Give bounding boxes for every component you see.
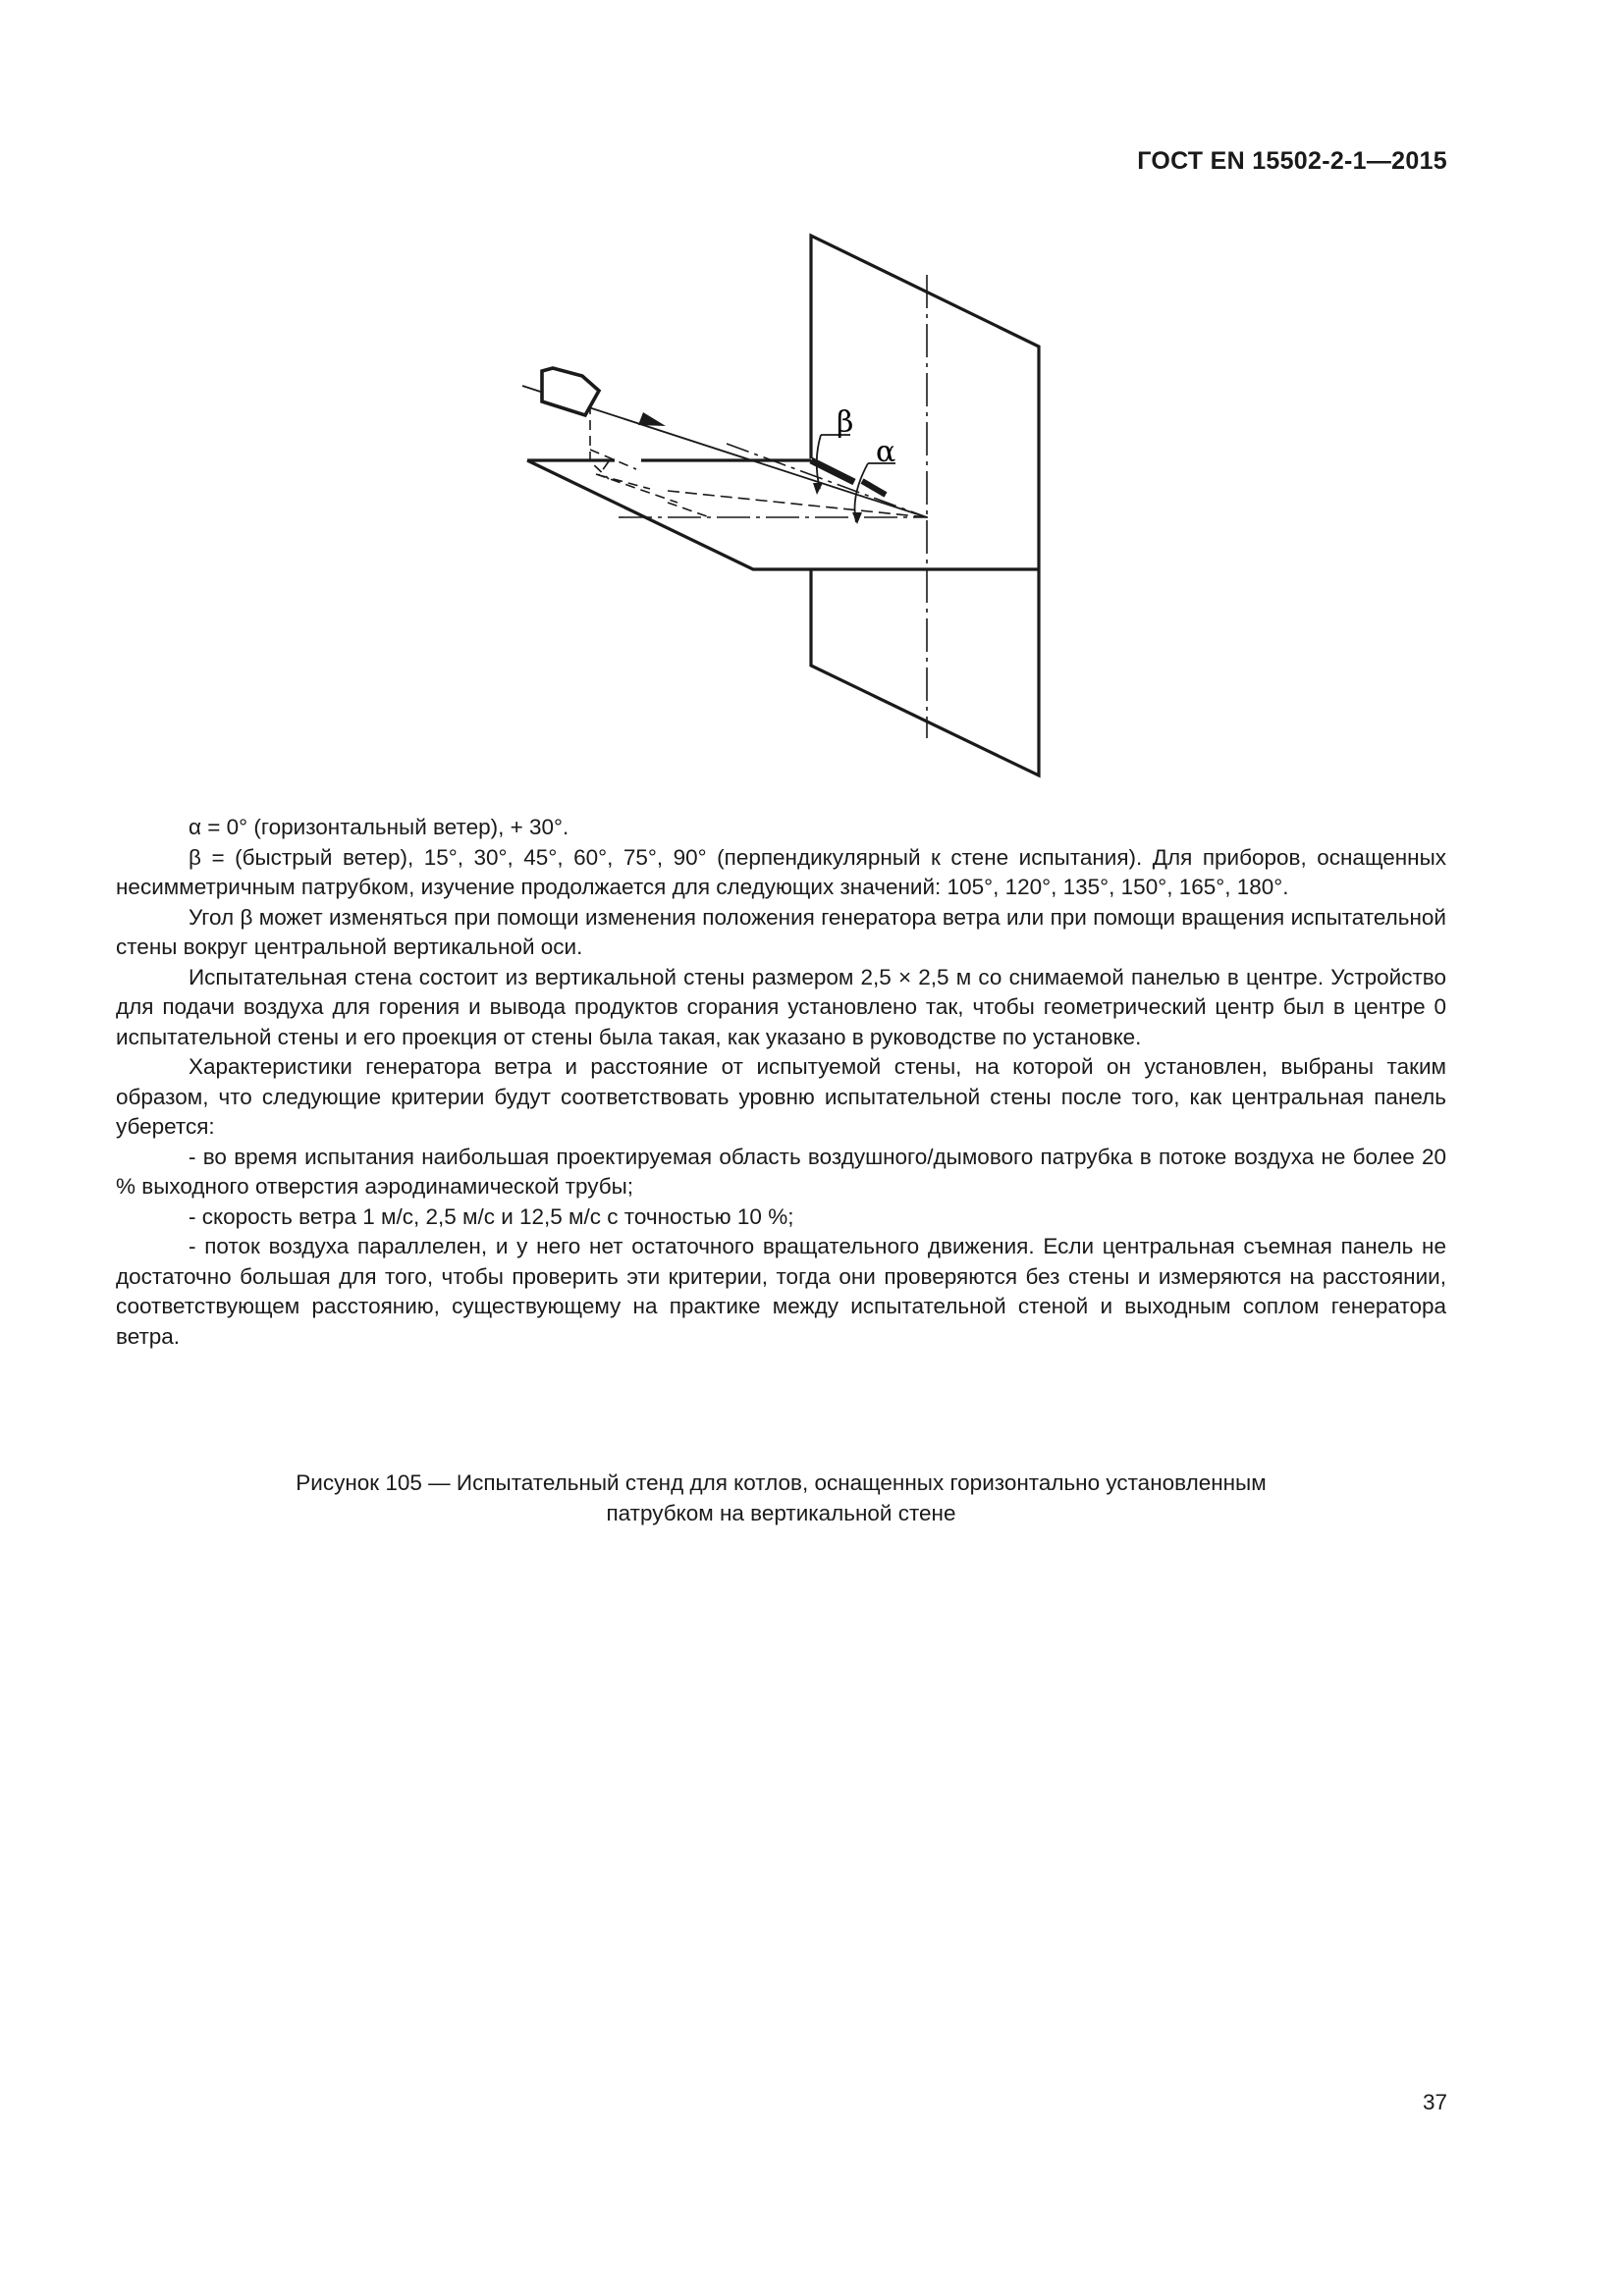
beta-label: β [837, 405, 854, 440]
test-stand-drawing [501, 221, 1070, 790]
flue-terminal-stub-2 [862, 481, 886, 495]
page-number: 37 [1422, 2090, 1447, 2114]
wind-direction-arrowhead [638, 412, 666, 426]
wall-lower-outline [811, 569, 1039, 775]
beta-projection-line [727, 444, 927, 517]
document-header: ГОСТ EN 15502-2-1—2015 [1137, 147, 1447, 175]
beta-values-paragraph: β = (быстрый ветер), 15°, 30°, 45°, 60°, 75°, 90° (перпендикулярный к стене испытания). Для приборов, оснащенных несимметричным патрубком, изучение продолжается для следующих значений: 105°, 120°, 135°, 150°, 165°, 180°. [116, 844, 1446, 899]
alpha-label: α [876, 435, 896, 469]
criterion-speed-item: - скорость ветра 1 м/с, 2,5 м/с и 12,5 м/с с точностью 10 %; [189, 1203, 794, 1229]
test-stand-figure [501, 221, 1070, 790]
alpha-arc-arrowhead [852, 512, 862, 524]
alpha-values-paragraph: α = 0° (горизонтальный ветер), + 30°. [189, 815, 569, 839]
angle-change-paragraph: Угол β может изменяться при помощи изменения положения генератора ветра или при помощи вращения испытательной стены вокруг центральной вертикальной оси. [116, 904, 1446, 959]
figure-caption [116, 1468, 1446, 1528]
wind-generator-paragraph: Характеристики генератора ветра и расстояние от испытуемой стены, на которой он установлен, выбраны таким образом, что следующие критерии будут соответствовать уровню испытательной стены после того, как центральная панель уберется: [116, 1054, 1446, 1139]
figure-caption-line-2: патрубком на вертикальной стене [606, 1500, 956, 1525]
criterion-flow-item: - поток воздуха параллелен, и у него нет остаточного вращательного движения. Если центральная съемная панель не достаточно большая для того, чтобы проверить эти критерии, тогда они проверяются без стены и измеряются на расстоянии, соответствующем расстоянию, существующему на практике между испытательной стеной и выходным соплом генератора ветра. [116, 1234, 1446, 1349]
figure-caption-line-1: Рисунок 105 — Испытательный стенд для котлов, оснащенных горизонтально установленным [296, 1470, 1267, 1495]
beta-arc-arrowhead [813, 483, 823, 495]
test-wall-paragraph: Испытательная стена состоит из вертикальной стены размером 2,5 × 2,5 м со снимаемой панелью в центре. Устройство для подачи воздуха для горения и вывода продуктов сгорания установлено так, чтобы геометрический центр был в центре 0 испытательной стены и его проекция от стены была такая, как указано в руководстве по установке. [116, 964, 1446, 1049]
wall-upper-outline [811, 236, 1039, 569]
criterion-area-item: - во время испытания наибольшая проектируемая область воздушного/дымового патрубка в потоке воздуха не более 20 % выходного отверстия аэродинамической трубы; [116, 1144, 1446, 1199]
explanatory-text [116, 813, 1446, 1352]
wind-generator-nozzle [542, 368, 599, 415]
